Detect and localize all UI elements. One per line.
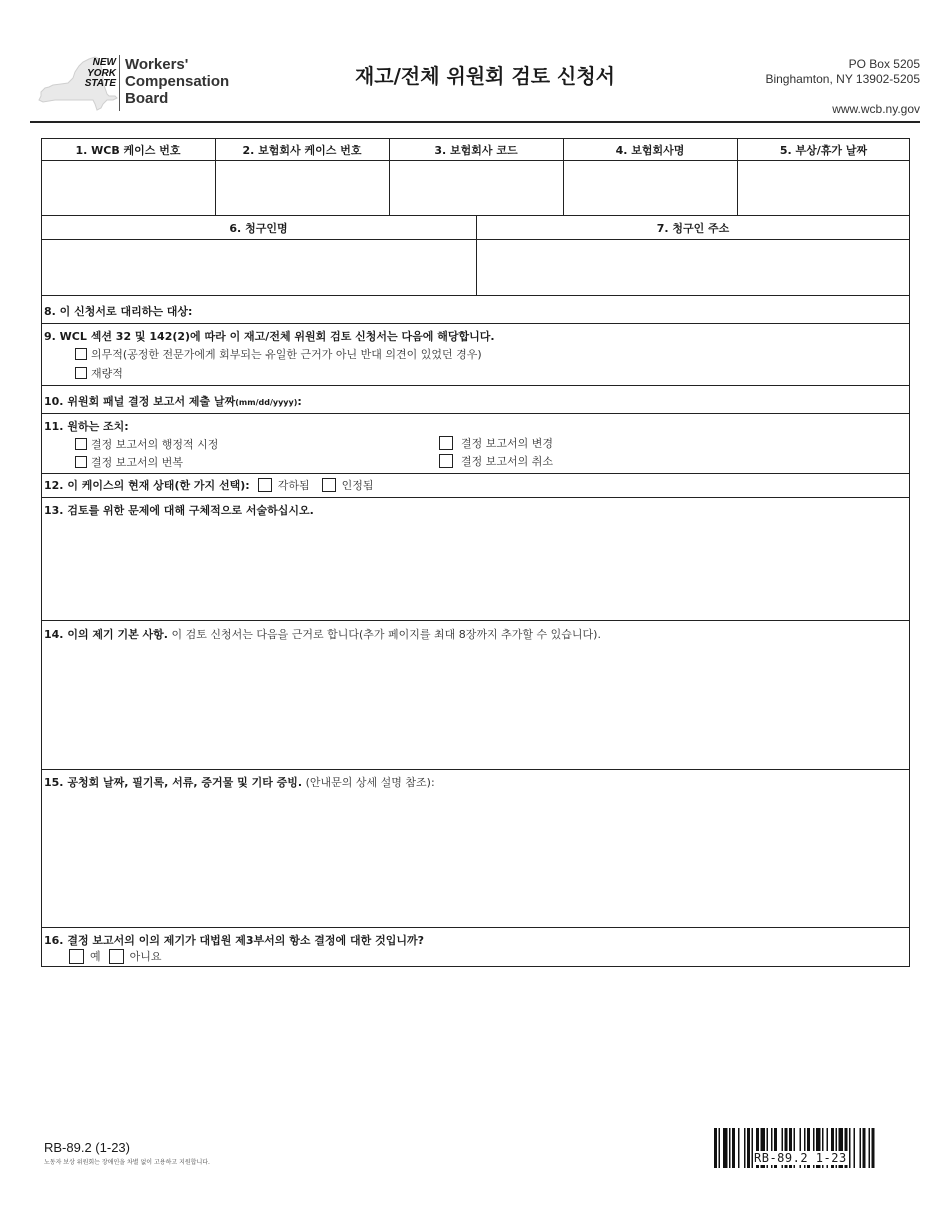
field-carrier-code-label: 3. 보험회사 코드 (434, 144, 518, 157)
modification-option[interactable] (439, 435, 553, 451)
discretionary-option[interactable] (75, 365, 123, 381)
field-grounds-label: 14. 이의 제기 기본 사항. 이 검토 신청서는 다음을 근거로 합니다(추가 페이지를 최대 8장까지 추가할 수 있습니다). (44, 628, 601, 641)
field-represented-party-label: 8. 이 신청서로 대리하는 대상: (44, 305, 193, 318)
rescission-label: 결정 보고서의 취소 (461, 455, 554, 468)
field-wcb-case-number-label: 1. WCB 케이스 번호 (75, 144, 181, 157)
administrative-correction-option[interactable] (75, 436, 218, 452)
logo-board-name: Workers' Compensation Board (125, 56, 230, 107)
rescission-option[interactable] (439, 453, 553, 469)
row-divider (41, 927, 910, 928)
modification-label: 결정 보고서의 변경 (461, 437, 554, 450)
disallowed-label: 각하됨 (277, 479, 310, 492)
field-injury-date-label: 5. 부상/휴가 날짜 (779, 144, 868, 157)
field-hearing-evidence-label: 15. 공청회 날짜, 필기록, 서류, 증거물 및 기타 증빙. (안내문의 상세 설명 참조): (44, 776, 435, 789)
yes-label: 예 (90, 950, 101, 963)
discretionary-option-label: 재량적 (91, 367, 123, 380)
case-status-row (44, 477, 373, 493)
header-rule (30, 121, 920, 123)
row-divider (41, 497, 910, 498)
modification-checkbox[interactable] (439, 436, 453, 450)
hearing-evidence-textarea[interactable] (42, 790, 909, 925)
website-link[interactable]: www.wcb.ny.gov (832, 102, 920, 116)
claimant-address-input[interactable] (477, 240, 909, 294)
page-title: 재고/전체 위원회 검토 신청서 (354, 64, 616, 88)
decision-date-input[interactable] (300, 387, 908, 411)
field-appellate-label: 16. 결정 보고서의 이의 제기가 대법원 제3부서의 항소 결정에 대한 것입니까? (44, 934, 424, 947)
field-case-status-label: 12. 이 케이스의 현재 상태(한 가지 선택): (44, 479, 250, 492)
field-carrier-case-number-label: 2. 보험회사 케이스 번호 (242, 144, 362, 157)
disclaimer-text: 노동자 보상 위원회는 장애인을 차별 없이 고용하고 지원합니다. (44, 1159, 210, 1166)
field-requested-action-label: 11. 원하는 조치: (44, 420, 129, 433)
appellate-answer-row (69, 948, 162, 964)
established-checkbox[interactable] (322, 478, 336, 492)
reversal-label: 결정 보고서의 번복 (91, 456, 184, 469)
barcode-text: RB-89.2 1-23 (754, 1151, 847, 1165)
represented-party-input[interactable] (200, 297, 908, 321)
injury-date-input[interactable] (738, 161, 909, 214)
no-checkbox[interactable] (109, 949, 124, 964)
carrier-case-number-input[interactable] (216, 161, 388, 214)
reversal-option[interactable] (75, 454, 183, 470)
rescission-checkbox[interactable] (439, 454, 453, 468)
field-wcl-section-label: 9. WCL 섹션 32 및 142(2)에 따라 이 재고/전체 위원회 검토 신청서는 다음에 해당합니다. (44, 330, 495, 343)
carrier-name-input[interactable] (564, 161, 736, 214)
grounds-textarea[interactable] (42, 642, 909, 767)
mandatory-option[interactable] (75, 346, 482, 362)
no-label: 아니요 (129, 950, 162, 963)
field-claimant-address-label: 7. 청구인 주소 (656, 222, 730, 235)
field-decision-date-label: 10. 위원회 패널 결정 보고서 제출 날짜(mm/dd/yyyy): (44, 395, 302, 408)
mandatory-option-label: 의무적(공정한 전문가에게 회부되는 유일한 근거가 아닌 반대 의견이 있었던 경우) (91, 348, 482, 361)
field-carrier-name-label: 4. 보험회사명 (615, 144, 685, 157)
yes-checkbox[interactable] (69, 949, 84, 964)
mailing-address: PO Box 5205 Binghamton, NY 13902-5205 (765, 57, 920, 86)
row-divider (41, 295, 910, 296)
carrier-code-input[interactable] (390, 161, 562, 214)
logo-divider (119, 55, 120, 111)
administrative-correction-checkbox[interactable] (75, 438, 87, 450)
claimant-name-input[interactable] (42, 240, 475, 294)
row-divider (41, 385, 910, 386)
row-divider (41, 473, 910, 474)
row-divider (41, 620, 910, 621)
row-divider (41, 323, 910, 324)
row-divider (41, 413, 910, 414)
administrative-correction-label: 결정 보고서의 행정적 시정 (91, 438, 219, 451)
logo-nys-text: NEW YORK STATE (84, 57, 116, 89)
disallowed-checkbox[interactable] (258, 478, 272, 492)
field-claimant-name-label: 6. 청구인명 (229, 222, 288, 235)
mandatory-checkbox[interactable] (75, 348, 87, 360)
field-issues-label: 13. 검토를 위한 문제에 대해 구체적으로 서술하십시오. (44, 504, 314, 517)
row-divider (41, 769, 910, 770)
established-label: 인정됨 (341, 479, 374, 492)
reversal-checkbox[interactable] (75, 456, 87, 468)
discretionary-checkbox[interactable] (75, 367, 87, 379)
wcb-case-number-input[interactable] (42, 161, 214, 214)
form-number: RB-89.2 (1-23) (44, 1140, 130, 1155)
issues-textarea[interactable] (42, 518, 909, 618)
